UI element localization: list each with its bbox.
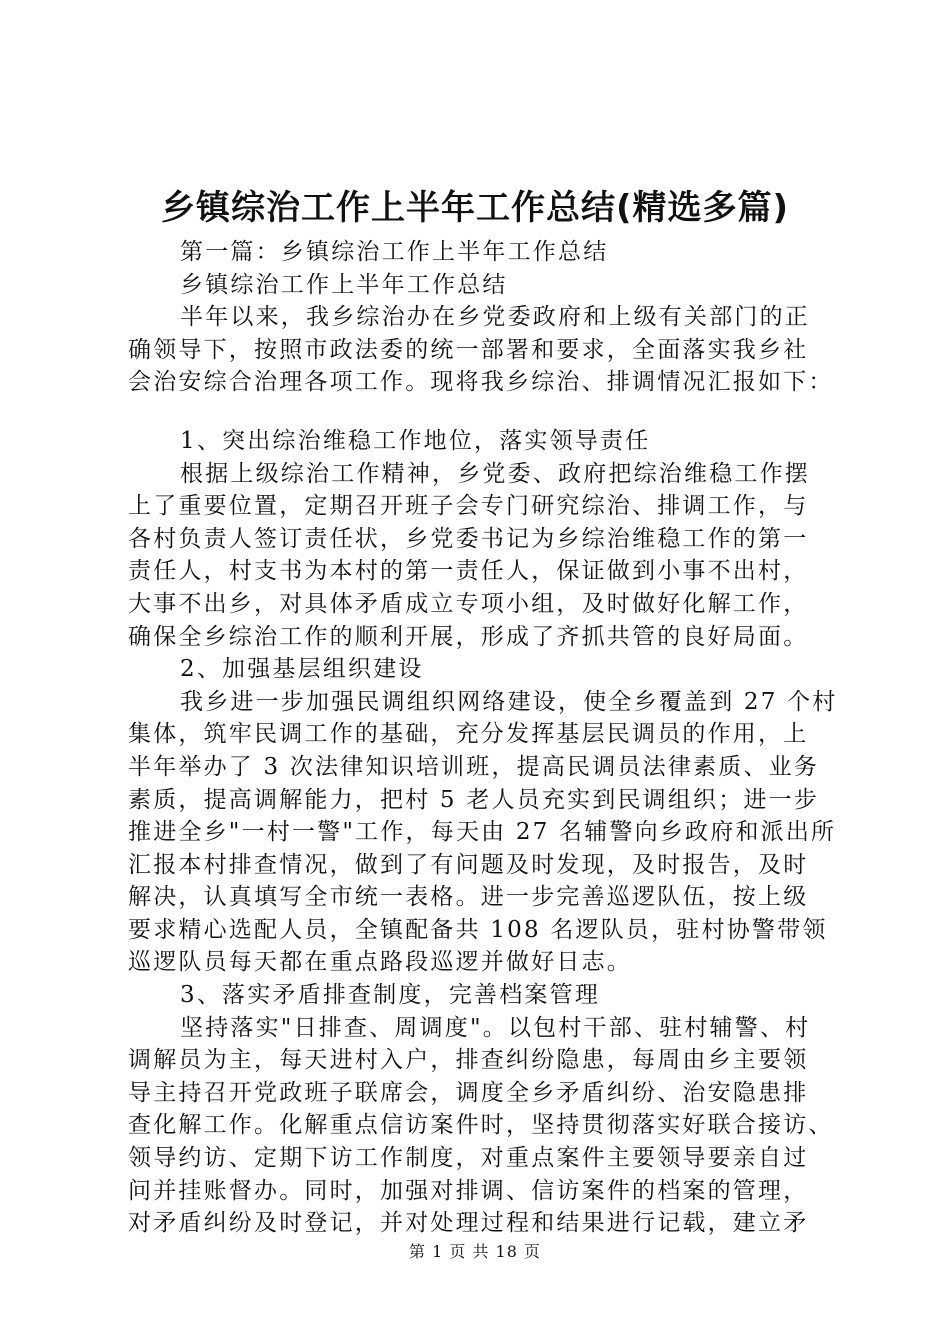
paragraph-line: 巡逻队员每天都在重点路段巡逻并做好日志。 [128, 949, 632, 976]
document-body [128, 236, 838, 1240]
paragraph-line: 根据上级综治工作精神，乡党委、政府把综治维稳工作摆 [180, 460, 810, 487]
paragraph-line: 上了重要位置，定期召开班子会专门研究综治、排调工作，与 [128, 493, 809, 520]
paragraph-line: 对矛盾纠纷及时登记，并对处理过程和结果进行记载，建立矛 [128, 1210, 809, 1237]
paragraph-line: 我乡进一步加强民调组织网络建设，使全乡覆盖到 27 个村 [180, 688, 838, 715]
paragraph-line: 问并挂账督办。同时，加强对排调、信访案件的档案的管理， [128, 1177, 809, 1204]
paragraph-line: 素质，提高调解能力，把村 5 老人员充实到民调组织；进一步 [128, 786, 820, 813]
paragraph-line: 调解员为主，每天进村入户，排查纠纷隐患，每周由乡主要领 [128, 1047, 809, 1074]
paragraph-line: 坚持落实"日排查、周调度"。以包村干部、驻村辅警、村 [180, 1014, 811, 1041]
document-title: 乡镇综治工作上半年工作总结(精选多篇) [160, 188, 790, 228]
page-number-footer: 第 1 页 共 18 页 [409, 1242, 541, 1261]
paragraph-line: 半年举办了 3 次法律知识培训班，提高民调员法律素质、业务 [128, 753, 820, 780]
paragraph-line: 会治安综合治理各项工作。现将我乡综治、排调情况汇报如下： [128, 369, 834, 396]
paragraph-line: 领导约访、定期下访工作制度，对重点案件主要领导要亲自过 [128, 1145, 809, 1172]
paragraph-line: 查化解工作。化解重点信访案件时，坚持贯彻落实好联合接访、 [128, 1112, 834, 1139]
paragraph-line: 确领导下，按照市政法委的统一部署和要求，全面落实我乡社 [128, 336, 809, 363]
subtitle-line: 乡镇综治工作上半年工作总结 [180, 271, 508, 298]
subheading-line: 2、加强基层组织建设 [180, 656, 424, 683]
section-heading: 第一篇：乡镇综治工作上半年工作总结 [180, 239, 609, 265]
paragraph-line: 责任人，村支书为本村的第一责任人，保证做到小事不出村， [128, 558, 809, 585]
paragraph-line: 推进全乡"一村一警"工作，每天由 27 名辅警向乡政府和派出所 [128, 819, 837, 846]
paragraph-line: 半年以来，我乡综治办在乡党委政府和上级有关部门的正 [180, 304, 810, 331]
paragraph-line: 确保全乡综治工作的顺利开展，形成了齐抓共管的良好局面。 [128, 623, 809, 650]
paragraph-gap [128, 399, 830, 425]
paragraph-line: 导主持召开党政班子联席会，调度全乡矛盾纠纷、治安隐患排 [128, 1079, 809, 1106]
paragraph-line: 要求精心选配人员，全镇配备共 108 名逻队员，驻村协警带领 [128, 916, 828, 943]
paragraph-line: 各村负责人签订责任状，乡党委书记为乡综治维稳工作的第一 [128, 525, 809, 552]
paragraph-line: 集体，筑牢民调工作的基础，充分发挥基层民调员的作用，上 [128, 721, 809, 748]
paragraph-line: 大事不出乡，对具体矛盾成立专项小组，及时做好化解工作， [128, 590, 809, 617]
subheading-line: 3、落实矛盾排查制度，完善档案管理 [180, 982, 601, 1009]
paragraph-line: 解决，认真填写全市统一表格。进一步完善巡逻队伍，按上级 [128, 884, 809, 911]
subheading-line: 1、突出综治维稳工作地位，落实领导责任 [180, 427, 651, 454]
paragraph-line: 汇报本村排查情况，做到了有问题及时发现，及时报告，及时 [128, 851, 809, 878]
